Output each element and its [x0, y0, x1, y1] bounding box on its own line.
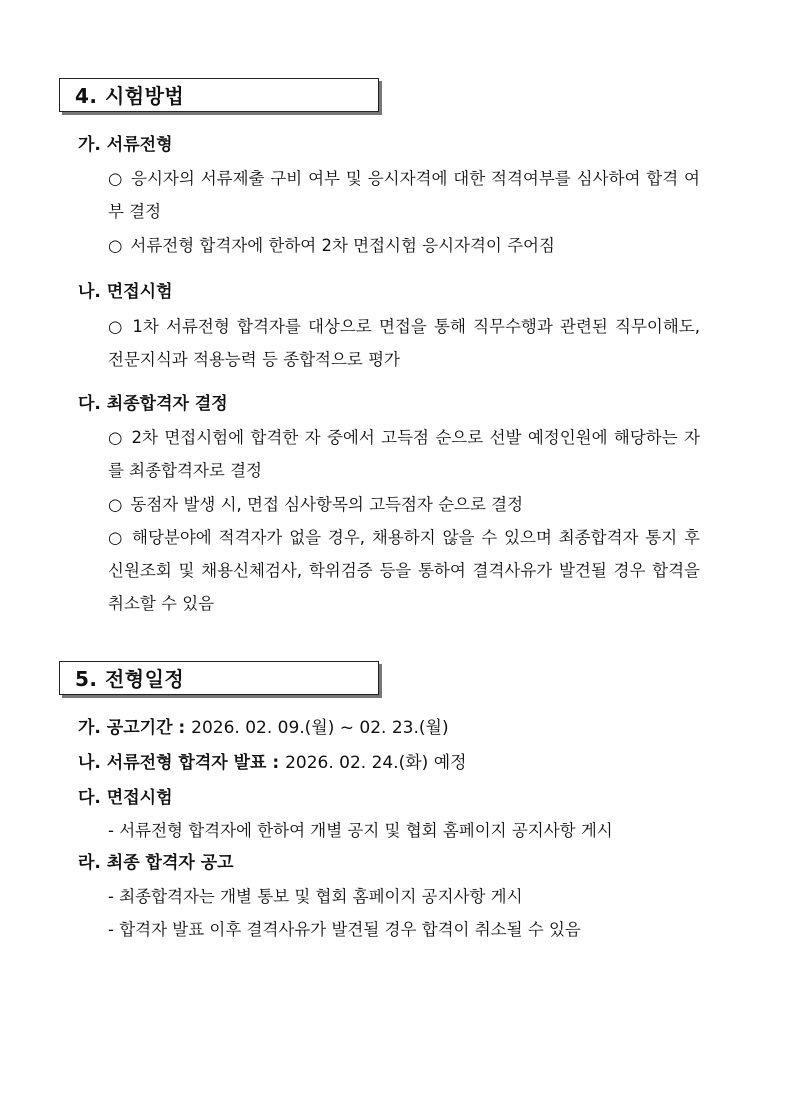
section-5-title: 5. 전형일정 — [59, 661, 379, 695]
bullet-icon: ○ — [108, 495, 123, 514]
paragraph-ga-1: ○ 응시자의 서류제출 구비 여부 및 응시자격에 대한 적격여부를 심사하여 합격 여부 결정 — [108, 169, 700, 221]
schedule-interview-note: - 서류전형 합격자에 한하여 개별 공지 및 협회 홈페이지 공지사항 게시 — [108, 821, 613, 840]
paragraph-na-1: ○ 1차 서류전형 합격자를 대상으로 면접을 통해 직무수행과 관련된 직무이해도, 전문지식과 적용능력 등 종합적으로 평가 — [108, 317, 700, 369]
bullet-icon: ○ — [108, 317, 125, 336]
bullet-icon: ○ — [108, 428, 124, 447]
section-4-title: 4. 시험방법 — [59, 78, 379, 112]
paragraph-da-3: ○ 해당분야에 적격자가 없을 경우, 채용하지 않을 수 있으며 최종합격자 통지 후 신원조회 및 채용신체검사, 학위검증 등을 통하여 결격사유가 발견될 경우 합격을 취소할 수 있음 — [108, 528, 700, 613]
schedule-final-title: 라. 최종 합격자 공고 — [78, 853, 234, 873]
schedule-final-note-1: - 최종합격자는 개별 통보 및 협회 홈페이지 공지사항 게시 — [108, 887, 523, 906]
schedule-final-note-2: - 합격자 발표 이후 결격사유가 발견될 경우 합격이 취소될 수 있음 — [108, 920, 581, 939]
subsection-na-title: 나. 면접시험 — [78, 282, 173, 302]
paragraph-da-2: ○ 동점자 발생 시, 면접 심사항목의 고득점자 순으로 결정 — [108, 495, 524, 514]
schedule-announcement-period: 가. 공고기간 : 2026. 02. 09.(월) ~ 02. 23.(월) — [78, 718, 449, 738]
bullet-icon: ○ — [108, 169, 124, 188]
bullet-icon: ○ — [108, 236, 123, 255]
bullet-icon: ○ — [108, 528, 125, 547]
paragraph-da-1: ○ 2차 면접시험에 합격한 자 중에서 고득점 순으로 선발 예정인원에 해당하는 자를 최종합격자로 결정 — [108, 428, 700, 480]
schedule-document-result: 나. 서류전형 합격자 발표 : 2026. 02. 24.(화) 예정 — [78, 753, 467, 773]
subsection-da-title: 다. 최종합격자 결정 — [78, 394, 228, 414]
schedule-interview-title: 다. 면접시험 — [78, 788, 173, 808]
paragraph-ga-2: ○ 서류전형 합격자에 한하여 2차 면접시험 응시자격이 주어짐 — [108, 236, 555, 255]
subsection-ga-title: 가. 서류전형 — [78, 135, 173, 155]
